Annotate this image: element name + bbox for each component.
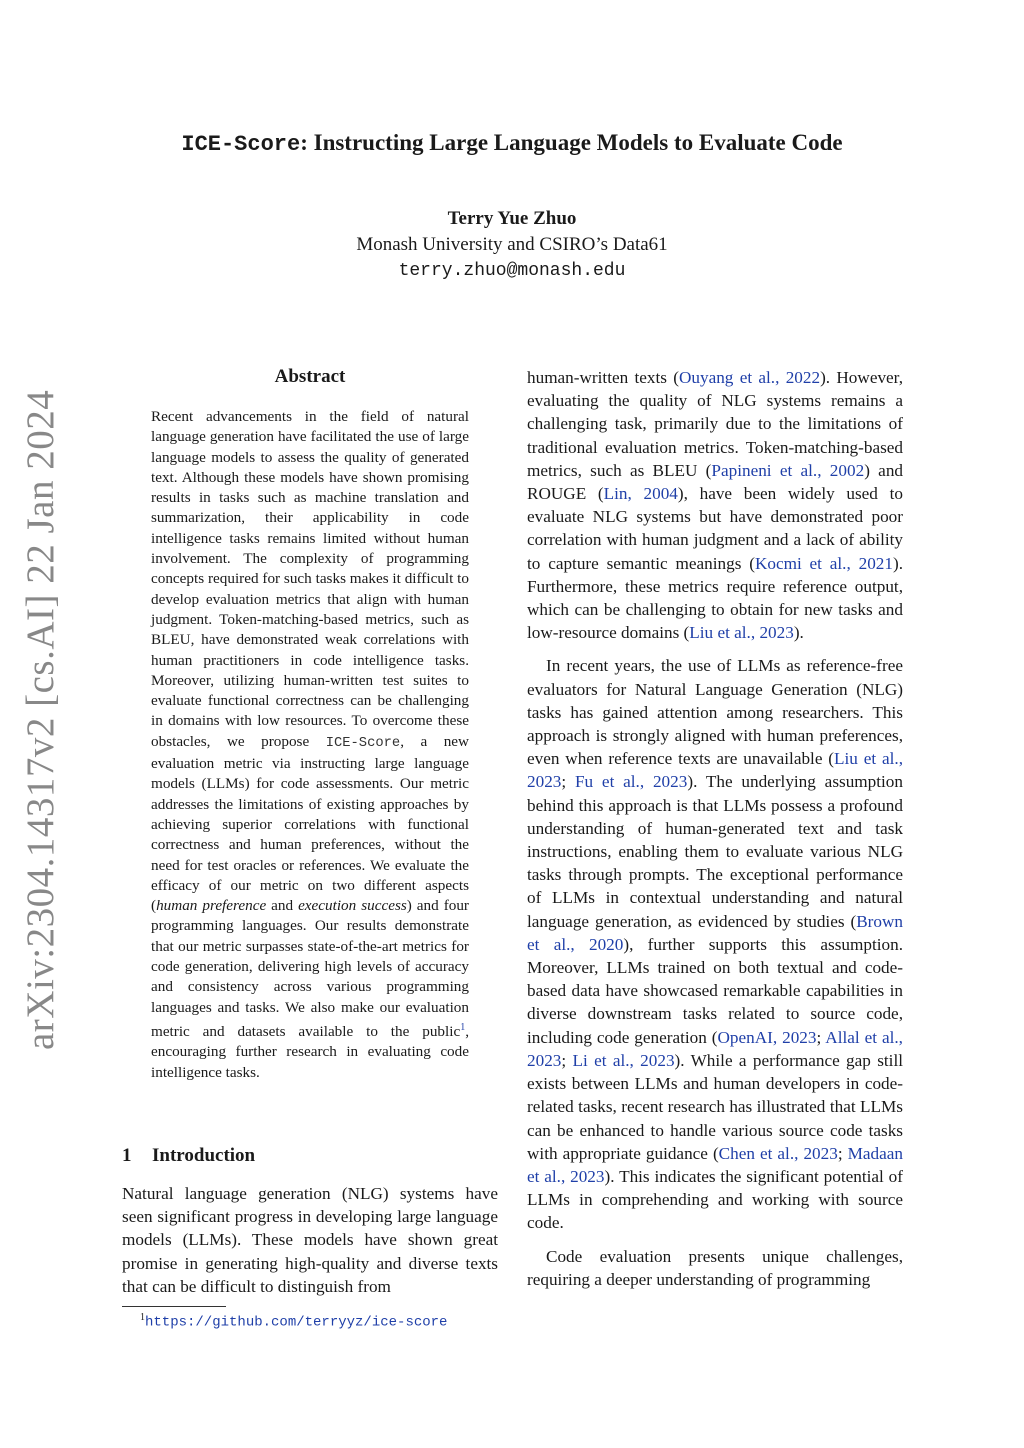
body-text: ). xyxy=(793,623,804,643)
body-text: ; xyxy=(837,1143,848,1163)
body-text: ), have been widely used to evaluate NLG systems but have demonstrated poor correlation with human judgment and a lack of ability to capture semantic meanings ( xyxy=(527,484,903,573)
citation-link[interactable]: Liu et al., 2023 xyxy=(689,623,794,643)
body-text: ). This indicates the significant potential of LLMs in comprehending and working with source code. xyxy=(527,1166,903,1233)
citation-link[interactable]: Fu et al., 2023 xyxy=(574,772,688,792)
footnote-url-link[interactable]: https://github.com/terryyz/ice-score xyxy=(145,1314,448,1331)
section-title: Introduction xyxy=(152,1145,256,1166)
abstract-heading: Abstract xyxy=(274,366,346,387)
intro-paragraph xyxy=(527,366,903,644)
body-text: ) and ROUGE ( xyxy=(527,460,904,504)
footnote-divider xyxy=(122,1306,226,1307)
body-text: In recent years, the use of LLMs as reference-free evaluators for Natural Language Generation (NLG) tasks has gained attention among researchers. This approach is strongly aligned with human preferences, even when reference texts are unavailable ( xyxy=(527,656,903,769)
intro-paragraph xyxy=(527,654,903,1234)
author-email[interactable]: terry.zhuo@monash.edu xyxy=(398,261,626,281)
abstract-italic: execution success xyxy=(298,897,407,915)
abstract-body xyxy=(151,407,469,1083)
citation-link[interactable]: Allal et al., 2023 xyxy=(527,1027,903,1070)
abstract-italic: human preference xyxy=(156,897,267,915)
section-number: 1 xyxy=(122,1145,132,1166)
citation-link[interactable]: Ouyang et al., 2022 xyxy=(678,368,821,387)
citation-link[interactable]: OpenAI, 2023 xyxy=(717,1027,817,1047)
citation-link[interactable]: Li et al., 2023 xyxy=(572,1050,675,1070)
citation-link[interactable]: Brown et al., 2020 xyxy=(527,911,903,954)
body-text: ; xyxy=(816,1027,826,1047)
abstract-text: ) and four programming languages. Our results demonstrate that our metric surpasses state-of-the-art metrics for code generation, delivering high levels of accuracy and consistency across various programming languages and tasks. We also make our evaluation metric and datasets available to the public xyxy=(151,897,469,1040)
author-block xyxy=(80,206,944,284)
abstract-text: Recent advancements in the field of natural language generation have facilitated the use of large language models to assess the quality of generated text. Although these models have shown promising results in tasks such as machine translation and summarization, their applicability in code intelligence tasks remains limited without human involvement. The complexity of programming concepts required for such tasks makes it difficult to develop evaluation metrics that align with human judgment. Token-matching-based metrics, such as BLEU, have demonstrated weak correlations with human practitioners in code intelligence tasks. Moreover, utilizing human-written test suites to evaluate functional correctness can be challenging in domains with low resources. To overcome these obstacles, we propose xyxy=(151,408,469,750)
body-text: ; xyxy=(561,1050,573,1070)
citation-link[interactable]: Lin, 2004 xyxy=(603,484,678,504)
abstract-text: , encouraging further research in evaluating code intelligence tasks. xyxy=(151,1022,469,1081)
body-text: ). However, evaluating the quality of NLG systems remains a challenging task, primarily due to the limitations of traditional evaluation metrics. Token-matching-based metrics, such as BLEU ( xyxy=(527,368,903,480)
footnote-marker-link[interactable]: 1 xyxy=(460,1021,466,1033)
abstract-text: and xyxy=(266,897,299,915)
body-text: ). While a performance gap still exists between LLMs and human developers in code-related tasks, recent research has illustrated that LLMs can be enhanced to handle various source code tasks with appropriate guidance ( xyxy=(527,1050,903,1163)
citation-link[interactable]: Liu et al., 2023 xyxy=(527,749,903,792)
citation-link[interactable]: Papineni et al., 2002 xyxy=(711,460,865,480)
citation-link[interactable]: Madaan et al., 2023 xyxy=(527,1143,903,1186)
right-column xyxy=(527,366,903,1301)
abstract-text: , a new evaluation metric via instructing large language models (LLMs) for code assessments. Our metric addresses the limitations of existing approaches by achieving superior correlations with functional correctness and human preferences, without the need for test oracles or references. We evaluate the efficacy of our metric on two different aspects ( xyxy=(151,732,469,915)
paper-title xyxy=(80,130,944,157)
title-rest: : Instructing Large Language Models to Evaluate Code xyxy=(300,130,843,155)
intro-paragraph: Code evaluation presents unique challenges, requiring a deeper understanding of programming xyxy=(527,1246,903,1289)
section-heading-introduction xyxy=(122,1145,255,1167)
abstract-metric-name: ICE-Score xyxy=(325,735,401,751)
arxiv-identifier-stamp: arXiv:2304.14317v2 [cs.AI] 22 Jan 2024 xyxy=(19,389,62,1050)
citation-link[interactable]: Kocmi et al., 2021 xyxy=(754,553,893,573)
title-metric-name: ICE-Score xyxy=(181,132,301,157)
body-text: human-written texts ( xyxy=(527,368,679,387)
intro-paragraph: Natural language generation (NLG) systems have seen significant progress in developing large language models (LLMs). These models have shown great promise in generating high-quality and diverse texts that can be difficult to distinguish from xyxy=(122,1184,498,1296)
citation-link[interactable]: Chen et al., 2023 xyxy=(718,1143,838,1163)
author-name: Terry Yue Zhuo xyxy=(447,208,577,229)
footnote-mark: 1 xyxy=(140,1312,145,1323)
body-text: ; xyxy=(561,772,575,792)
body-text: ). The underlying assumption behind this approach is that LLMs possess a profound understanding of human-generated text and task instructions, enabling them to evaluate various NLG tasks through prompts. The exceptional performance of LLMs in contextual understanding and natural language generation, as evidenced by studies ( xyxy=(527,772,903,931)
footnote xyxy=(140,1312,447,1331)
body-text: ). Furthermore, these metrics require reference output, which can be challenging to obtain for new tasks and low-resource domains ( xyxy=(527,553,904,643)
author-affiliation: Monash University and CSIRO’s Data61 xyxy=(356,234,668,255)
body-text: ), further supports this assumption. Moreover, LLMs trained on both textual and code-based data have showcased remarkable capabilities in diverse downstream tasks related to source code, including code generation ( xyxy=(527,934,904,1047)
